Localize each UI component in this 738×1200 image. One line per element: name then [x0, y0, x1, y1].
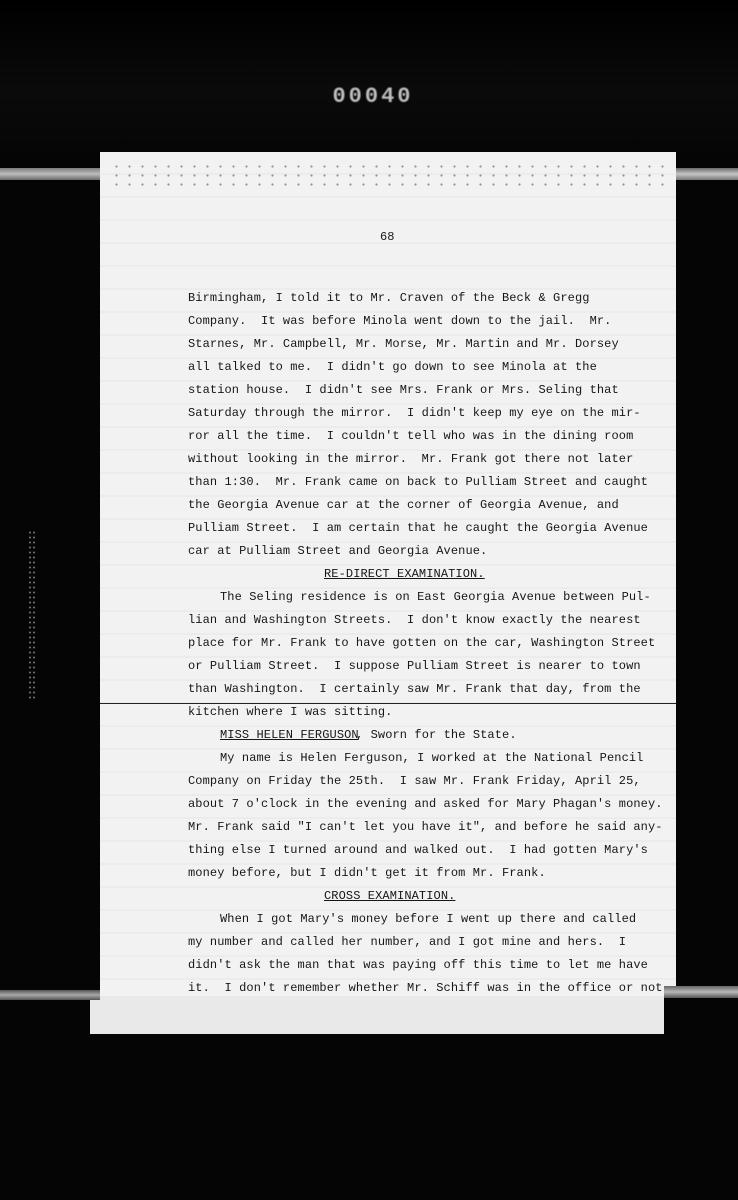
- text-line: Birmingham, I told it to Mr. Craven of the Beck & Gregg: [188, 291, 590, 305]
- text-line: about 7 o'clock in the evening and asked for Mary Phagan's money.: [188, 797, 663, 811]
- text-line: didn't ask the man that was paying off this time to let me have: [188, 958, 648, 972]
- text-line: thing else I turned around and walked out. I had gotten Mary's: [188, 843, 648, 857]
- top-edge-marks: [110, 162, 670, 186]
- frame-number: 00040: [332, 84, 414, 109]
- text-line-partial: it. I don't remember whether Mr. Schiff was in the office or not: [188, 981, 663, 991]
- text-line: all talked to me. I didn't go down to see Minola at the: [188, 360, 597, 374]
- text-line: than 1:30. Mr. Frank came on back to Pulliam Street and caught: [188, 475, 648, 489]
- bottom-left-clip: [0, 990, 100, 1000]
- text-line: station house. I didn't see Mrs. Frank or Mrs. Seling that: [188, 383, 619, 397]
- section-heading-redirect: RE-DIRECT EXAMINATION.: [324, 567, 485, 581]
- text-line: than Washington. I certainly saw Mr. Frank that day, from the: [188, 682, 641, 696]
- document-page-bottom-edge: [90, 996, 664, 1034]
- text-line: Pulliam Street. I am certain that he caught the Georgia Avenue: [188, 521, 648, 535]
- text-line: lian and Washington Streets. I don't know exactly the nearest: [188, 613, 641, 627]
- text-line: Saturday through the mirror. I didn't keep my eye on the mir-: [188, 406, 641, 420]
- text-line: When I got Mary's money before I went up there and called: [220, 912, 637, 926]
- page-number: 68: [380, 230, 395, 244]
- left-clip: [0, 168, 100, 180]
- text-line: The Seling residence is on East Georgia Avenue between Pul-: [220, 590, 651, 604]
- text-line: my number and called her number, and I got mine and hers. I: [188, 935, 627, 949]
- text-line: the Georgia Avenue car at the corner of Georgia Avenue, and: [188, 498, 619, 512]
- film-edge-marks: [28, 530, 36, 700]
- film-top-edge: [0, 0, 738, 150]
- bottom-right-clip: [664, 986, 738, 998]
- text-line: Company on Friday the 25th. I saw Mr. Frank Friday, April 25,: [188, 774, 641, 788]
- text-line: without looking in the mirror. Mr. Frank got there not later: [188, 452, 634, 466]
- text-line: kitchen where I was sitting.: [188, 705, 393, 719]
- text-line: ror all the time. I couldn't tell who was in the dining room: [188, 429, 634, 443]
- text-line: Starnes, Mr. Campbell, Mr. Morse, Mr. Martin and Mr. Dorsey: [188, 337, 619, 351]
- witness-name: MISS HELEN FERGUSON: [220, 728, 359, 742]
- witness-sworn-text: , Sworn for the State.: [356, 728, 517, 742]
- right-clip: [676, 168, 738, 180]
- text-line: My name is Helen Ferguson, I worked at the National Pencil: [220, 751, 644, 765]
- text-line: Mr. Frank said "I can't let you have it", and before he said any-: [188, 820, 663, 834]
- section-heading-cross: CROSS EXAMINATION.: [324, 889, 456, 903]
- fold-line: [100, 703, 676, 704]
- text-line: or Pulliam Street. I suppose Pulliam Street is nearer to town: [188, 659, 641, 673]
- text-line: money before, but I didn't get it from Mr. Frank.: [188, 866, 546, 880]
- text-line: place for Mr. Frank to have gotten on the car, Washington Street: [188, 636, 656, 650]
- text-line: car at Pulliam Street and Georgia Avenue.: [188, 544, 488, 558]
- text-line: Company. It was before Minola went down to the jail. Mr.: [188, 314, 612, 328]
